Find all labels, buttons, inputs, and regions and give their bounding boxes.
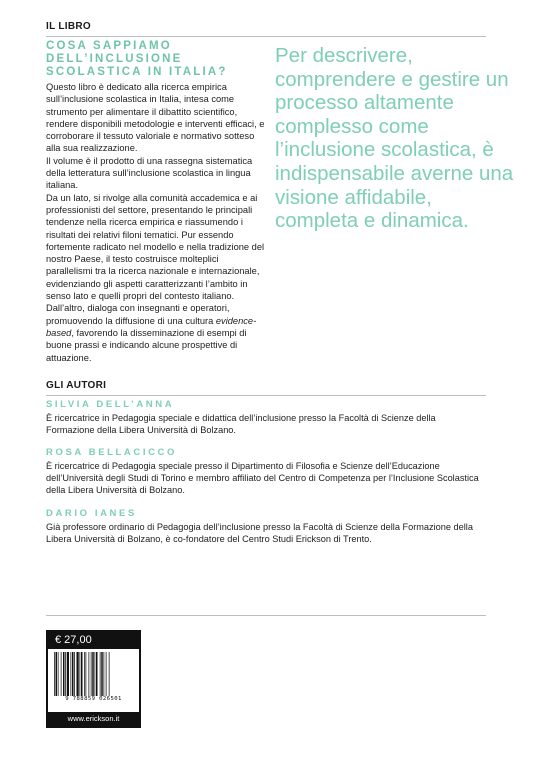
author-entry [46, 508, 486, 545]
barcode-bar [72, 652, 74, 696]
barcode-bar [86, 652, 87, 696]
barcode-bar [91, 652, 92, 696]
description-paragraph: Questo libro è dedicato alla ricerca empirica sull’inclusione scolastica in Italia, intesa come strumento per alimentare il dibattito scientifico, rendere disponibili metodologie e interventi efficaci, e corroborare il tessuto valoriale e normativo sotteso alla sua realizzazione. [46, 82, 265, 154]
paragraph-text: , favorendo la disseminazione di esempi di buone prassi e indicando alcune prospettive di attuazione. [46, 327, 247, 363]
price-barcode-box [46, 630, 141, 728]
barcode-bar [101, 652, 103, 696]
barcode-bar [80, 652, 81, 696]
description-paragraph: Il volume è il prodotto di una rassegna sistematica della letteratura sull’inclusione scolastica in lingua italiana. [46, 155, 253, 191]
book-title-line: DELL’INCLUSIONE [46, 53, 183, 65]
barcode-bar [109, 652, 110, 696]
barcode-bar [67, 652, 69, 696]
description-paragraph [46, 302, 266, 363]
barcode-bars [52, 652, 135, 696]
author-bio: È ricercatrice di Pedagogia speciale presso il Dipartimento di Filosofia e Scienze dell’Educazione dell’Università degli Studi di Torino e membro affiliato del Centro di Competenza per l’Inclusione Scolastica della Libera Università di Bolzano. [46, 461, 479, 495]
barcode-digits: 9 788859 026501 [52, 696, 135, 702]
book-title-line: COSA SAPPIAMO [46, 40, 172, 52]
barcode-bar [56, 652, 58, 696]
paragraph-text: Dall’altro, dialoga con insegnanti e operatori, promuovendo la diffusione di una cultura [46, 303, 230, 326]
book-description [46, 81, 266, 364]
barcode-bar [61, 652, 62, 696]
barcode-bar [81, 652, 83, 696]
book-title-line: SCOLASTICA IN ITALIA? [46, 66, 228, 78]
book-title [46, 40, 256, 79]
barcode-bar [74, 652, 75, 696]
author-name: DARIO IANES [46, 508, 137, 519]
barcode-bar [65, 652, 66, 696]
website-label: www.erickson.it [48, 712, 139, 726]
pull-quote: Per descrivere, comprendere e gestire un processo altamente complesso come l’inclusione scolastica, è indispensabile averne una visione affidabile, completa e dinamica. [275, 44, 514, 233]
barcode-bar [96, 652, 98, 696]
barcode-bar [89, 652, 90, 696]
author-name: SILVIA DELL’ANNA [46, 399, 175, 410]
section-heading-il-libro: IL LIBRO [46, 21, 486, 37]
price-label: € 27,00 [48, 632, 139, 649]
author-bio: È ricercatrice in Pedagogia speciale e didattica dell’inclusione presso la Facoltà di Scienze della Formazione della Libera Università di Bolzano. [46, 413, 436, 435]
author-name: ROSA BELLACICCO [46, 447, 178, 458]
author-bio: Già professore ordinario di Pedagogia dell’inclusione presso la Facoltà di Scienze della Formazione della Libera Università di Bolzano, è co-fondatore del Centro Studi Erickson di Trento. [46, 522, 473, 544]
barcode-bar [77, 652, 79, 696]
barcode-bar [71, 652, 72, 696]
barcode-bar [54, 652, 55, 696]
divider [46, 615, 486, 616]
author-entry [46, 447, 486, 496]
barcode-bar [104, 652, 105, 696]
barcode-bar [92, 652, 94, 696]
author-entry [46, 399, 486, 436]
barcode-bar [63, 652, 65, 696]
barcode-bar [58, 652, 59, 696]
barcode-bar [84, 652, 85, 696]
emphasis-text: evidence-based [46, 315, 257, 338]
barcode-bar [100, 652, 101, 696]
barcode-bar [106, 652, 107, 696]
barcode-bar [95, 652, 96, 696]
description-paragraph: Da un lato, si rivolge alla comunità accademica e ai professionisti del settore, presentando le principali tendenze nella ricerca empirica e riassumendo i risultati dei relativi filoni tematici. Pur essendo fortemente radicato nel modello e nella tradizione del nostro Paese, il testo costruisce molteplici parallelismi tra la ricerca nazionale e internazionale, evidenziando gli aspetti caratterizzanti l’ambito in senso lato e quelli propri del contesto italiano. [46, 192, 265, 302]
section-heading-gli-autori: GLI AUTORI [46, 380, 486, 396]
